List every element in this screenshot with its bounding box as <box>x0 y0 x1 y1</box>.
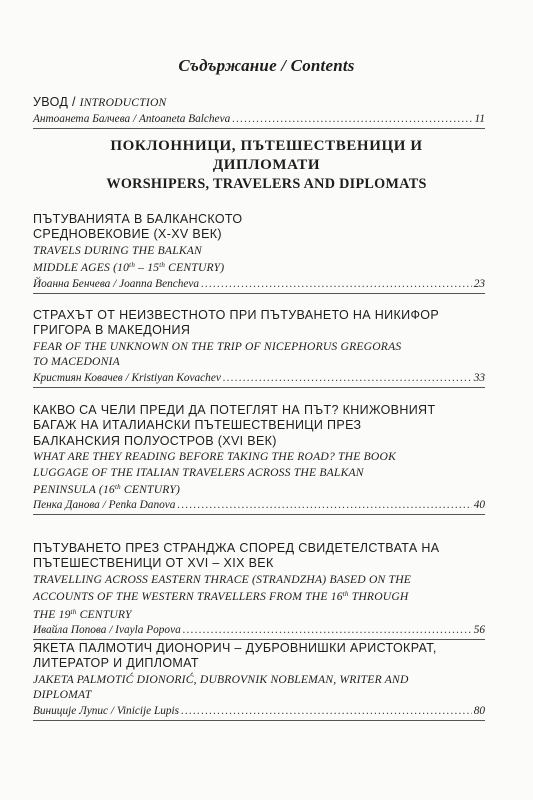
entry-page-number: 56 <box>473 624 485 637</box>
toc-entry[interactable] <box>33 403 485 515</box>
section-title-bg-line1: ПОКЛОННИЦИ, ПЪТЕШЕСТВЕНИЦИ И <box>110 138 423 154</box>
toc-entry[interactable] <box>33 541 485 640</box>
entry-author-row <box>33 111 485 127</box>
entry-rule <box>33 514 485 515</box>
toc-entry[interactable] <box>33 212 485 294</box>
entry-author: Антоанета Балчева / Antoaneta Balcheva <box>33 113 231 125</box>
entry-title-en: WHAT ARE THEY READING BEFORE TAKING THE ROAD? THE BOOK <box>33 450 396 464</box>
dot-leader <box>223 370 472 386</box>
toc-entry[interactable] <box>33 641 485 721</box>
entry-author: Йоанна Бенчева / Joanna Bencheva <box>33 277 200 290</box>
entry-title-bg: ПЪТЕШЕСТВЕНИЦИ ОТ XVI – XIX ВЕК <box>33 556 274 571</box>
entry-author-row <box>33 622 485 638</box>
entry-rule <box>33 720 485 721</box>
page-title: Съдържание / Contents <box>178 56 355 75</box>
entry-heading-bg: УВОД / <box>33 95 80 109</box>
entry-author-row <box>33 370 485 386</box>
entry-title-en: FEAR OF THE UNKNOWN ON THE TRIP OF NICEPHORUS GREGORAS <box>33 339 402 353</box>
toc-entry[interactable] <box>33 308 485 388</box>
entry-heading <box>33 93 485 111</box>
entry-page-number: 40 <box>473 499 485 512</box>
entry-author: Кристиян Ковачев / Kristiyan Kovachev <box>33 371 221 384</box>
entry-author: Винициjе Лупис / Vinicije Lupis <box>33 704 180 717</box>
entry-title-en: THE 19th CENTURY <box>33 607 132 621</box>
entry-title-bg: КАКВО СА ЧЕЛИ ПРЕДИ ДА ПОТЕГЛЯТ НА ПЪТ? КНИЖОВНИЯТ <box>33 403 436 417</box>
entry-author: Пенка Данова / Penka Danova <box>33 499 176 512</box>
entry-title-bg: ПЪТУВАНИЯТА В БАЛКАНСКОТО <box>33 212 243 226</box>
entry-title-en: LUGGAGE OF THE ITALIAN TRAVELERS ACROSS THE BALKAN <box>33 465 364 479</box>
entry-title-bg: ГРИГОРА В МАКЕДОНИЯ <box>33 323 191 338</box>
entry-title-bg: ЛИТЕРАТОР И ДИПЛОМАТ <box>33 656 199 671</box>
entry-rule <box>33 293 485 294</box>
section-heading <box>0 137 533 194</box>
entry-title-en: PENINSULA (16th CENTURY) <box>33 483 181 497</box>
entry-title-bg: БАГАЖ НА ИТАЛИАНСКИ ПЪТЕШЕСТВЕНИЦИ ПРЕЗ <box>33 418 362 433</box>
section-title-bg-line2: ДИПЛОМАТИ <box>212 157 321 173</box>
dot-leader <box>177 497 471 513</box>
entry-page-number: 23 <box>473 277 485 290</box>
entry-title-bg: СТРАХЪТ ОТ НЕИЗВЕСТНОТО ПРИ ПЪТУВАНЕТО НА НИКИФОР <box>33 308 440 322</box>
entry-title-bg: ПЪТУВАНЕТО ПРЕЗ СТРАНДЖА СПОРЕД СВИДЕТЕЛСТВАТА НА <box>33 541 440 555</box>
section-title-en: WORSHIPERS, TRAVELERS AND DIPLOMATS <box>106 176 427 192</box>
entry-page-number: 11 <box>474 113 485 125</box>
entry-title-bg: БАЛКАНСКИЯ ПОЛУОСТРОВ (XVI ВЕК) <box>33 433 277 448</box>
dot-leader <box>232 111 472 127</box>
entry-author-row <box>33 497 485 513</box>
entry-title-en: TRAVELS DURING THE BALKAN <box>33 243 202 257</box>
entry-rule <box>33 387 485 388</box>
entry-author: Ивайла Попова / Ivayla Popova <box>33 624 181 637</box>
toc-entry-introduction[interactable] <box>33 93 485 129</box>
entry-title-en: DIPLOMAT <box>33 688 92 702</box>
entry-rule <box>33 639 485 640</box>
dot-leader <box>181 703 472 719</box>
entry-title-en: TRAVELLING ACROSS EASTERN THRACE (STRANDZHA) BASED ON THE <box>33 572 412 586</box>
dot-leader <box>183 622 472 638</box>
entry-title-bg: ЯКЕТА ПАЛМОТИЧ ДИОНОРИЧ – ДУБРОВНИШКИ АРИСТОКРАТ, <box>33 641 437 655</box>
entry-title-en: JAKETA PALMOTIĆ DIONORIĆ, DUBROVNIK NOBLEMAN, WRITER AND <box>33 672 409 686</box>
entry-page-number: 33 <box>473 371 485 384</box>
entry-title-en: MIDDLE AGES (10th – 15th CENTURY) <box>33 261 225 275</box>
entry-title-en: TO MACEDONIA <box>33 355 120 369</box>
entry-title-bg: СРЕДНОВЕКОВИЕ (X-XV ВЕК) <box>33 227 222 242</box>
entry-title-en: ACCOUNTS OF THE WESTERN TRAVELLERS FROM THE 16th THROUGH <box>33 590 409 604</box>
dot-leader <box>201 276 472 292</box>
entry-heading-en: INTRODUCTION <box>79 96 167 109</box>
entry-rule <box>33 128 485 129</box>
entry-author-row <box>33 703 485 719</box>
entry-page-number: 80 <box>473 704 485 717</box>
entry-author-row <box>33 276 485 292</box>
